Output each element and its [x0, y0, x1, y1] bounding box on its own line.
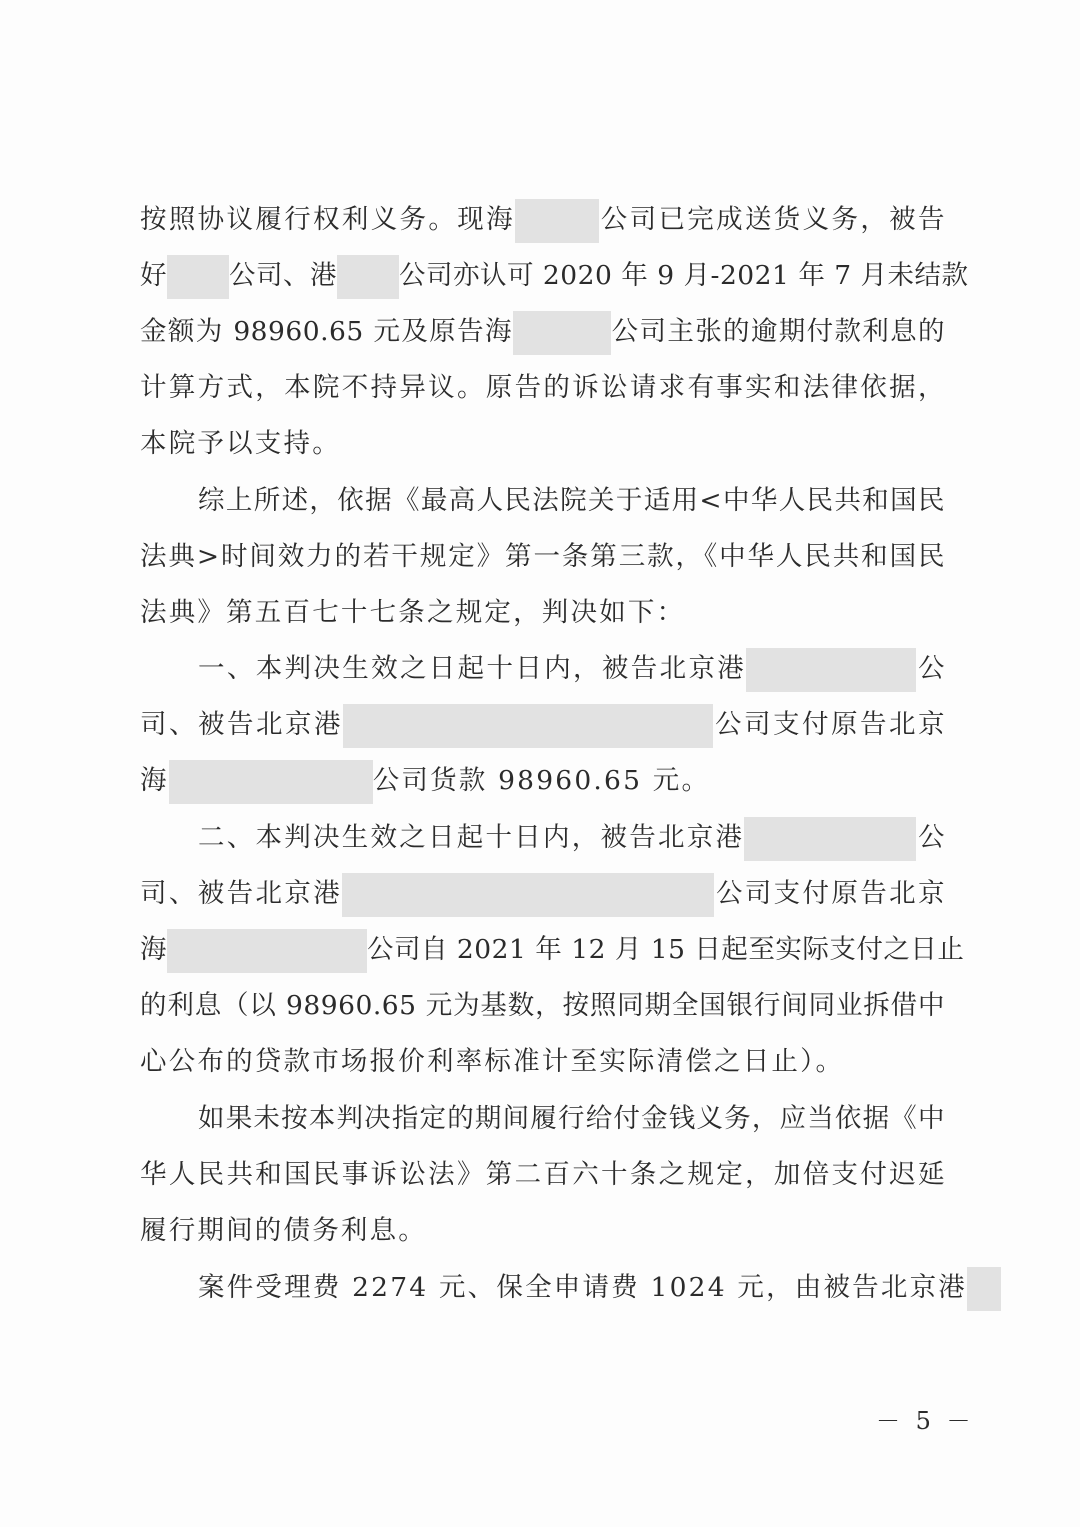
- text-segment: 公: [916, 653, 946, 684]
- text-line-3: [140, 310, 945, 354]
- text-segment: 公司、港: [229, 260, 337, 291]
- text-line-16: [140, 1040, 945, 1084]
- redaction-box: [169, 760, 373, 804]
- page-number: － 5 －: [876, 1407, 975, 1435]
- text-line-14: [140, 928, 965, 972]
- text-line-19: [140, 1209, 945, 1253]
- text-segment: 法典》第五百七十七条之规定，判决如下：: [140, 597, 686, 628]
- text-line-2: [140, 254, 969, 298]
- text-segment: 本院予以支持。: [140, 428, 341, 459]
- text-line-15: [140, 984, 945, 1028]
- text-line-13: [140, 872, 945, 916]
- redaction-box: [967, 1267, 1001, 1311]
- redaction-box: [337, 255, 399, 299]
- text-segment: 一、本判决生效之日起十日内，被告北京港: [198, 653, 747, 684]
- text-line-1: [140, 198, 945, 242]
- text-segment: 公司自 2021 年 12 月 15 日起至实际支付之日止: [367, 934, 965, 965]
- text-segment: 计算方式，本院不持异议。原告的诉讼请求有事实和法律依据，: [140, 372, 945, 403]
- text-segment: 履行期间的债务利息。: [140, 1215, 427, 1246]
- text-segment: 公司亦认可 2020 年 9 月-2021 年 7 月未结款: [399, 260, 969, 291]
- text-segment: 综上所述，依据《最高人民法院关于适用<中华人民共和国民: [198, 485, 945, 516]
- text-line-5: [140, 422, 945, 466]
- redaction-box: [744, 817, 916, 861]
- text-segment: 如果未按本判决指定的期间履行给付金钱义务，应当依据《中: [198, 1103, 945, 1134]
- redaction-box: [513, 311, 611, 355]
- text-line-4: [140, 366, 945, 410]
- text-line-8: [140, 591, 945, 635]
- text-line-18: [140, 1153, 945, 1197]
- text-segment: 华人民共和国民事诉讼法》第二百六十条之规定，加倍支付迟延: [140, 1159, 945, 1190]
- redaction-box: [515, 199, 599, 243]
- text-segment: 公司主张的逾期付款利息的: [610, 316, 945, 347]
- text-segment: 司、被告北京港: [140, 709, 343, 740]
- text-segment: 公司支付原告北京: [713, 709, 945, 740]
- text-segment: 好: [140, 260, 167, 291]
- text-segment: 公司支付原告北京: [714, 878, 946, 909]
- text-segment: 公: [916, 822, 945, 853]
- text-segment: 的利息（以 98960.65 元为基数，按照同期全国银行间同业拆借中: [140, 990, 945, 1021]
- text-line-6: [198, 479, 945, 523]
- text-line-20: [198, 1266, 967, 1310]
- text-segment: 司、被告北京港: [140, 878, 343, 909]
- text-segment: 海: [140, 934, 167, 965]
- text-segment: 金额为 98960.65 元及原告海: [140, 316, 513, 347]
- text-segment: 公司已完成送货义务，被告: [598, 204, 946, 235]
- text-line-11: [140, 759, 945, 803]
- redaction-box: [343, 704, 713, 748]
- text-segment: 二、本判决生效之日起十日内，被告北京港: [198, 822, 745, 853]
- text-segment: 心公布的贷款市场报价利率标准计至实际清偿之日止）。: [140, 1046, 845, 1077]
- redaction-box: [342, 873, 714, 917]
- text-line-9: [198, 647, 945, 691]
- text-segment: 公司货款 98960.65 元。: [372, 765, 711, 796]
- text-line-10: [140, 703, 945, 747]
- text-segment: 法典>时间效力的若干规定》第一条第三款，《中华人民共和国民: [140, 541, 945, 572]
- text-line-17: [198, 1097, 945, 1141]
- text-segment: 海: [140, 765, 169, 796]
- redaction-box: [167, 255, 229, 299]
- text-line-7: [140, 535, 945, 579]
- text-segment: 案件受理费 2274 元、保全申请费 1024 元，由被告北京港: [198, 1272, 967, 1303]
- redaction-box: [167, 929, 367, 973]
- text-line-12: [198, 816, 945, 860]
- redaction-box: [746, 648, 916, 692]
- text-segment: 按照协议履行权利义务。现海: [140, 204, 515, 235]
